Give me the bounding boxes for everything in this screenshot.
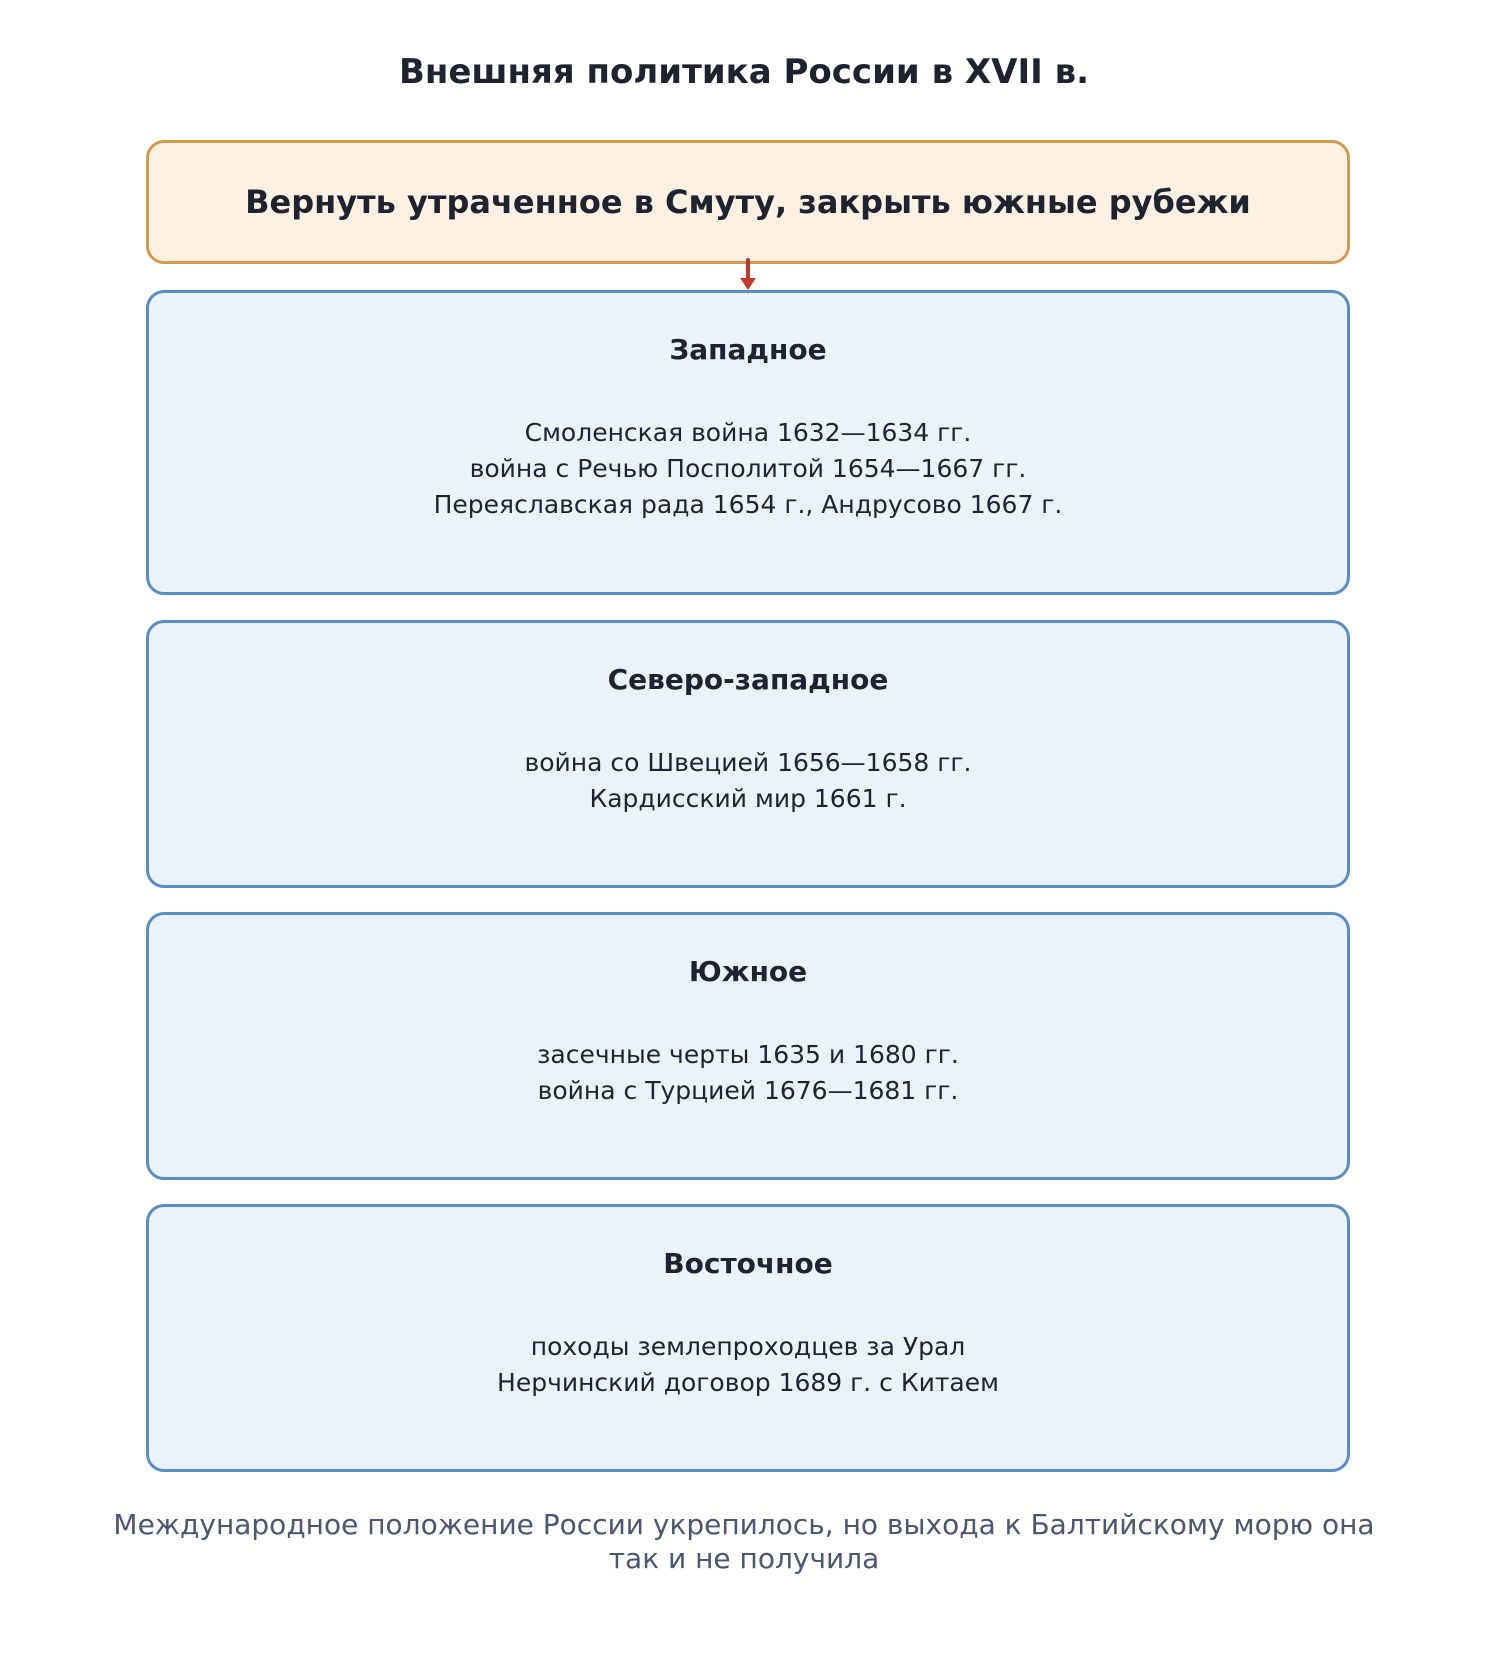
- goal-text: Вернуть утраченное в Смуту, закрыть южные рубежи: [245, 183, 1251, 221]
- event-line: война с Речью Посполитой 1654—1667 гг.: [469, 454, 1027, 483]
- page-title: Внешняя политика России в XVII в.: [398, 52, 1090, 92]
- event-line: Смоленская война 1632—1634 гг.: [524, 418, 972, 447]
- direction-title: Южное: [688, 955, 808, 988]
- conclusion-line: так и не получила: [608, 1542, 880, 1575]
- direction-events: [149, 1329, 1347, 1401]
- down-arrow-icon: [736, 258, 760, 294]
- direction-box-south: [146, 912, 1350, 1180]
- direction-box-west: [146, 290, 1350, 595]
- event-line: война с Турцией 1676—1681 гг.: [537, 1076, 959, 1105]
- direction-title: Северо-западное: [607, 663, 889, 696]
- direction-box-northwest: [146, 620, 1350, 888]
- direction-title: Восточное: [663, 1247, 833, 1280]
- direction-box-east: [146, 1204, 1350, 1472]
- event-line: война со Швецией 1656—1658 гг.: [524, 748, 972, 777]
- conclusion-line: Международное положение России укрепилось, но выхода к Балтийскому морю она: [113, 1508, 1375, 1541]
- direction-title: Западное: [669, 333, 827, 366]
- goal-box: [146, 140, 1350, 264]
- event-line: походы землепроходцев за Урал: [530, 1332, 966, 1361]
- event-line: Нерчинский договор 1689 г. с Китаем: [497, 1368, 999, 1397]
- event-line: Кардисский мир 1661 г.: [589, 784, 907, 813]
- event-line: Переяславская рада 1654 г., Андрусово 1667 г.: [433, 490, 1063, 519]
- direction-events: [149, 745, 1347, 817]
- event-line: засечные черты 1635 и 1680 гг.: [537, 1040, 959, 1069]
- direction-events: [149, 1037, 1347, 1109]
- conclusion-text: [60, 1508, 1428, 1576]
- direction-events: [149, 415, 1347, 523]
